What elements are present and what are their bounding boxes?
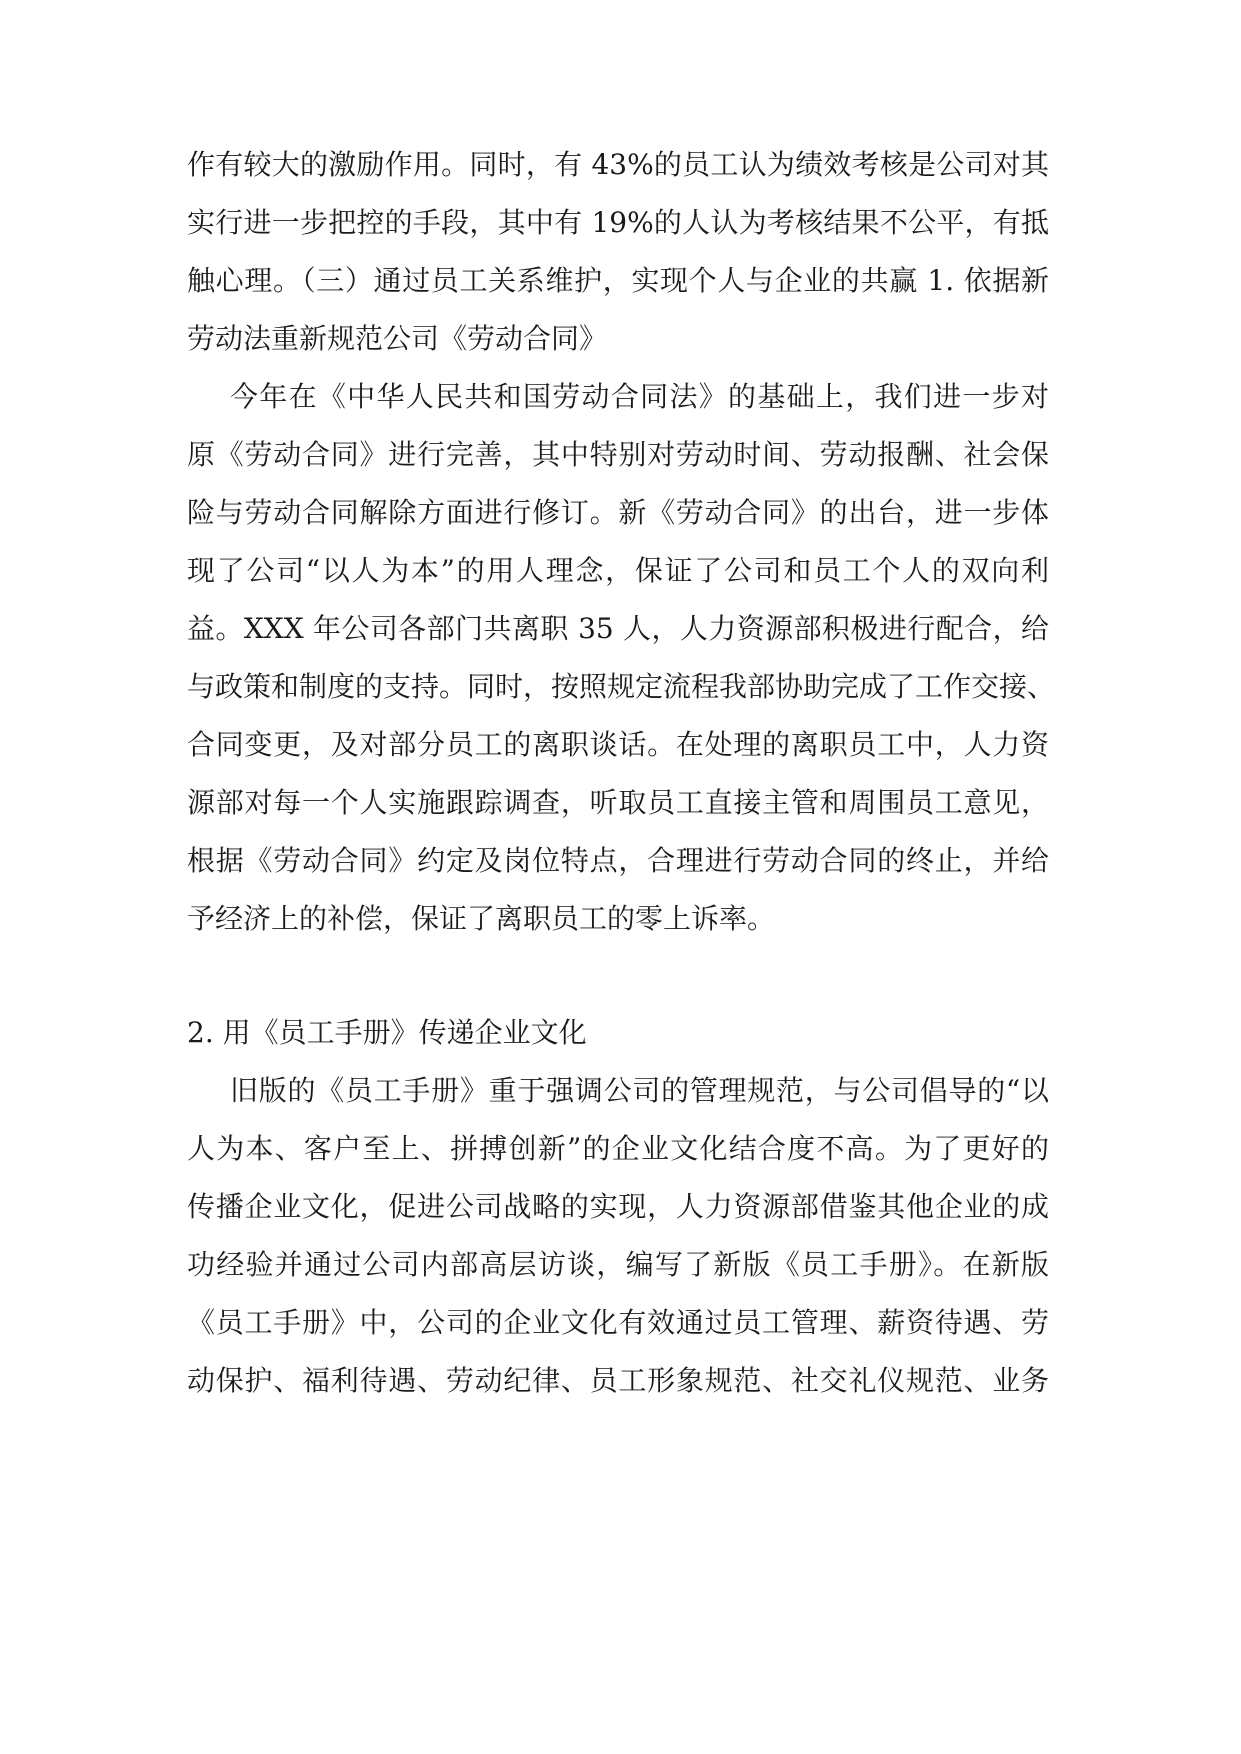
text-line: 动保护、福利待遇、劳动纪律、员工形象规范、社交礼仪规范、业务 [187, 1364, 1049, 1397]
text-line: 原《劳动合同》进行完善，其中特别对劳动时间、劳动报酬、社会保 [187, 438, 1049, 471]
section-heading: 2. 用《员工手册》传递企业文化 [187, 1016, 587, 1049]
text-line: 与政策和制度的支持。同时，按照规定流程我部协助完成了工作交接、 [187, 670, 1056, 703]
text-line: 益。XXX 年公司各部门共离职 35 人，人力资源部积极进行配合，给 [187, 612, 1049, 645]
text-line: 合同变更，及对部分员工的离职谈话。在处理的离职员工中，人力资 [187, 728, 1049, 761]
text-line: 予经济上的补偿，保证了离职员工的零上诉率。 [187, 902, 776, 935]
text-line: 今年在《中华人民共和国劳动合同法》的基础上，我们进一步对 [230, 380, 1049, 413]
text-line: 人为本、客户至上、拼搏创新”的企业文化结合度不高。为了更好的 [187, 1132, 1049, 1165]
text-line: 实行进一步把控的手段，其中有 19%的人认为考核结果不公平，有抵 [187, 206, 1049, 239]
text-line: 旧版的《员工手册》重于强调公司的管理规范，与公司倡导的“以 [230, 1074, 1049, 1107]
text-line: 作有较大的激励作用。同时，有 43%的员工认为绩效考核是公司对其 [187, 148, 1049, 181]
text-line: 传播企业文化，促进公司战略的实现，人力资源部借鉴其他企业的成 [187, 1190, 1049, 1223]
text-line: 险与劳动合同解除方面进行修订。新《劳动合同》的出台，进一步体 [187, 496, 1049, 529]
text-line: 触心理。（三）通过员工关系维护，实现个人与企业的共赢 1. 依据新 [187, 264, 1049, 297]
text-line: 根据《劳动合同》约定及岗位特点，合理进行劳动合同的终止，并给 [187, 844, 1049, 877]
text-line: 现了公司“以人为本”的用人理念，保证了公司和员工个人的双向利 [187, 554, 1049, 587]
text-line: 《员工手册》中，公司的企业文化有效通过员工管理、薪资待遇、劳 [187, 1306, 1049, 1339]
text-line: 源部对每一个人实施跟踪调查，听取员工直接主管和周围员工意见， [187, 786, 1049, 819]
text-line: 劳动法重新规范公司《劳动合同》 [187, 322, 608, 355]
text-line: 功经验并通过公司内部高层访谈，编写了新版《员工手册》。在新版 [187, 1248, 1049, 1281]
